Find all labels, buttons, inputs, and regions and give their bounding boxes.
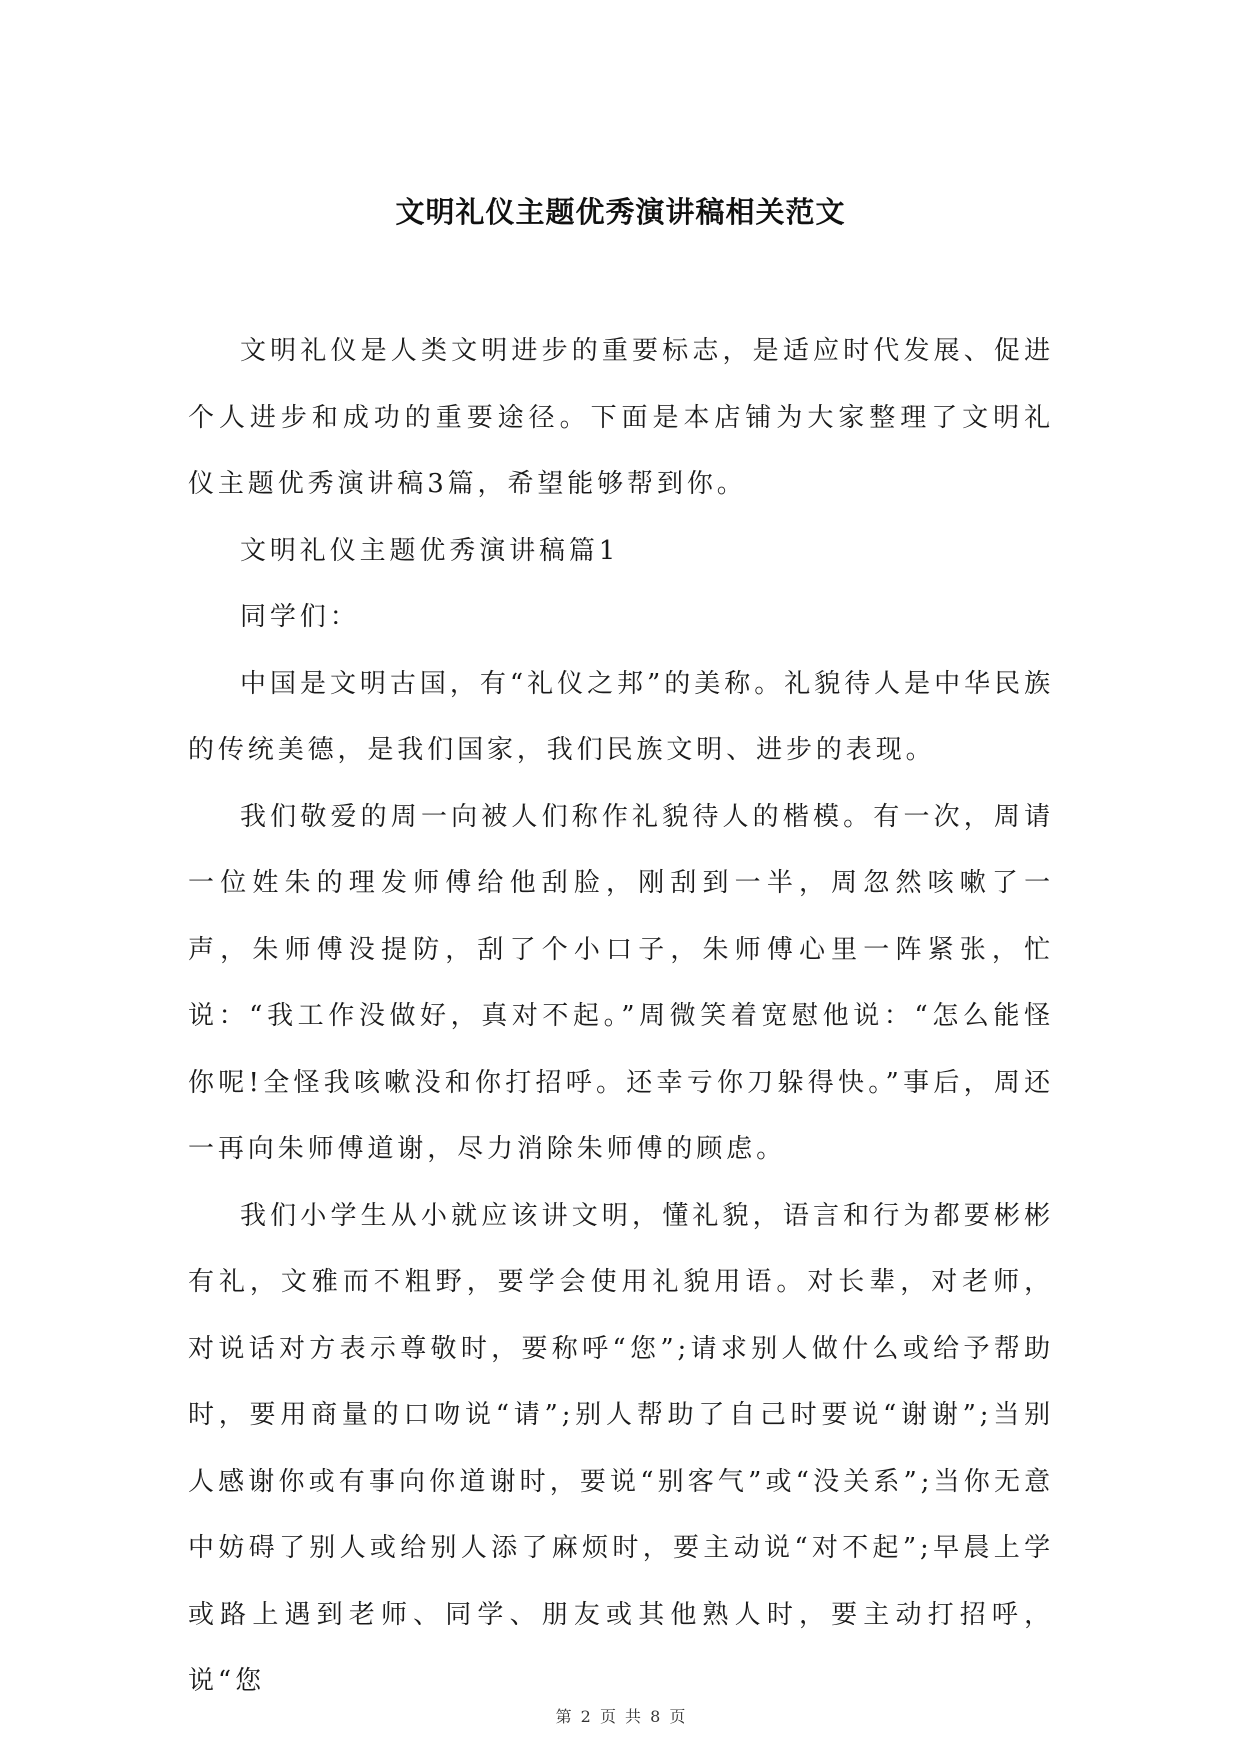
paragraph: 文明礼仪是人类文明进步的重要标志，是适应时代发展、促进个人进步和成功的重要途径。下面是本店铺为大家整理了文明礼仪主题优秀演讲稿3篇，希望能够帮到你。 xyxy=(188,336,1054,499)
page-title: 文明礼仪主题优秀演讲稿相关范文 xyxy=(395,195,846,229)
page-footer xyxy=(0,1707,1241,1727)
section-heading: 文明礼仪主题优秀演讲稿篇1 xyxy=(240,535,620,566)
paragraph: 我们敬爱的周一向被人们称作礼貌待人的楷模。有一次，周请一位姓朱的理发师傅给他刮脸，刚刮到一半，周忽然咳嗽了一声，朱师傅没提防，刮了个小口子，朱师傅心里一阵紧张，忙说：“我工作没做好，真对不起。”周微笑着宽慰他说：“怎么能怪你呢!全怪我咳嗽没和你打招呼。还幸亏你刀躲得快。”事后，周还一再向朱师傅道谢，尽力消除朱师傅的顾虑。 xyxy=(188,801,1054,1164)
paragraph: 中国是文明古国，有“礼仪之邦”的美称。礼貌待人是中华民族的传统美德，是我们国家，我们民族文明、进步的表现。 xyxy=(188,668,1054,765)
document-body xyxy=(188,318,1054,1715)
salutation: 同学们： xyxy=(240,602,360,632)
paragraph: 我们小学生从小就应该讲文明，懂礼貌，语言和行为都要彬彬有礼，文雅而不粗野，要学会使用礼貌用语。对长辈，对老师，对说话对方表示尊敬时，要称呼“您”;请求别人做什么或给予帮助时，要用商量的口吻说“请”;别人帮助了自己时要说“谢谢”;当别人感谢你或有事向你道谢时，要说“别客气”或“没关系”;当你无意中妨碍了别人或给别人添了麻烦时，要主动说“对不起”;早晨上学或路上遇到老师、同学、朋友或其他熟人时，要主动打招呼，说“您 xyxy=(188,1200,1054,1696)
page-number: 第 2 页 共 8 页 xyxy=(555,1707,686,1726)
